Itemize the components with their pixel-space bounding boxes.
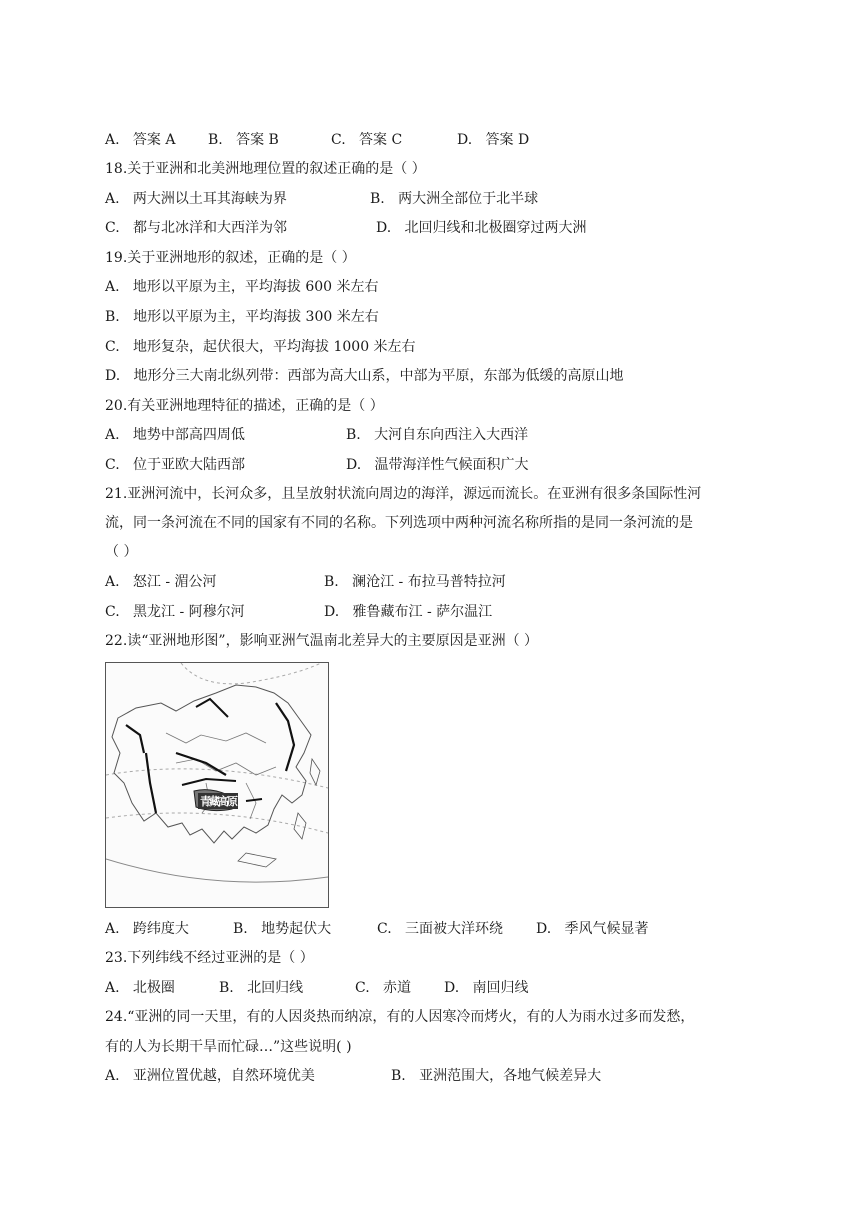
q20-option-b: B. 大河自东向西注入大西洋	[346, 427, 529, 443]
q21-stem-line3: （ ）	[105, 544, 138, 560]
q19-option-b: B. 地形以平原为主，平均海拔 300 米左右	[105, 309, 379, 325]
q20-option-c: C. 位于亚欧大陆西部	[105, 457, 246, 473]
q21-option-c: C. 黑龙江 - 阿穆尔河	[105, 604, 245, 620]
q23-option-d: D. 南回归线	[444, 980, 529, 996]
q18-stem: 18.关于亚洲和北美洲地理位置的叙述正确的是（ ）	[105, 161, 426, 177]
q23-option-c: C. 赤道	[355, 980, 412, 996]
q18-option-d: D. 北回归线和北极圈穿过两大洲	[376, 220, 587, 236]
q17-option-d: D. 答案 D	[457, 132, 530, 148]
q22-stem: 22.读“亚洲地形图”，影响亚洲气温南北差异大的主要原因是亚洲（ ）	[105, 633, 539, 649]
q20-option-a: A. 地势中部高四周低	[105, 427, 245, 443]
asia-terrain-map	[105, 662, 329, 908]
q18-option-c: C. 都与北冰洋和大西洋为邻	[105, 220, 288, 236]
q21-stem-line2: 流，同一条河流在不同的国家有不同的名称。下列选项中两种河流名称所指的是同一条河流的是	[105, 515, 693, 531]
q24-stem-line2: 有的人为长期干旱而忙碌…”这些说明( )	[105, 1039, 352, 1055]
q24-option-a: A. 亚洲位置优越，自然环境优美	[105, 1068, 315, 1084]
q22-option-d: D. 季风气候显著	[536, 921, 649, 937]
q23-stem: 23.下列纬线不经过亚洲的是（ ）	[105, 950, 314, 966]
q20-option-d: D. 温带海洋性气候面积广大	[346, 457, 529, 473]
q23-option-a: A. 北极圈	[105, 980, 175, 996]
q22-option-b: B. 地势起伏大	[233, 921, 332, 937]
q18-option-b: B. 两大洲全部位于北半球	[370, 191, 539, 207]
q17-option-b: B. 答案 B	[208, 132, 279, 148]
map-label-qinghai-tibet-plateau: 青藏高原	[200, 795, 236, 808]
q21-option-d: D. 雅鲁藏布江 - 萨尔温江	[324, 604, 493, 620]
q21-option-a: A. 怒江 - 湄公河	[105, 574, 217, 590]
q21-stem-line1: 21.亚洲河流中，长河众多，且呈放射状流向周边的海洋，源远而流长。在亚洲有很多条国际性河	[105, 486, 702, 502]
q22-option-c: C. 三面被大洋环绕	[377, 921, 504, 937]
q17-option-a: A. 答案 A	[105, 132, 176, 148]
q24-stem-line1: 24.“亚洲的同一天里，有的人因炎热而纳凉，有的人因寒冷而烤火，有的人为雨水过多而发愁，	[105, 1009, 695, 1025]
q22-option-a: A. 跨纬度大	[105, 921, 189, 937]
q19-option-d: D. 地形分三大南北纵列带：西部为高大山系，中部为平原，东部为低缓的高原山地	[105, 368, 624, 384]
q19-option-c: C. 地形复杂，起伏很大，平均海拔 1000 米左右	[105, 339, 416, 355]
q24-option-b: B. 亚洲范围大，各地气候差异大	[391, 1068, 602, 1084]
q19-option-a: A. 地形以平原为主，平均海拔 600 米左右	[105, 279, 379, 295]
q17-option-c: C. 答案 C	[331, 132, 403, 148]
q20-stem: 20.有关亚洲地理特征的描述，正确的是（ ）	[105, 398, 384, 414]
q18-option-a: A. 两大洲以土耳其海峡为界	[105, 191, 287, 207]
q21-option-b: B. 澜沧江 - 布拉马普特拉河	[324, 574, 506, 590]
q23-option-b: B. 北回归线	[219, 980, 304, 996]
q19-stem: 19.关于亚洲地形的叙述，正确的是（ ）	[105, 250, 356, 266]
